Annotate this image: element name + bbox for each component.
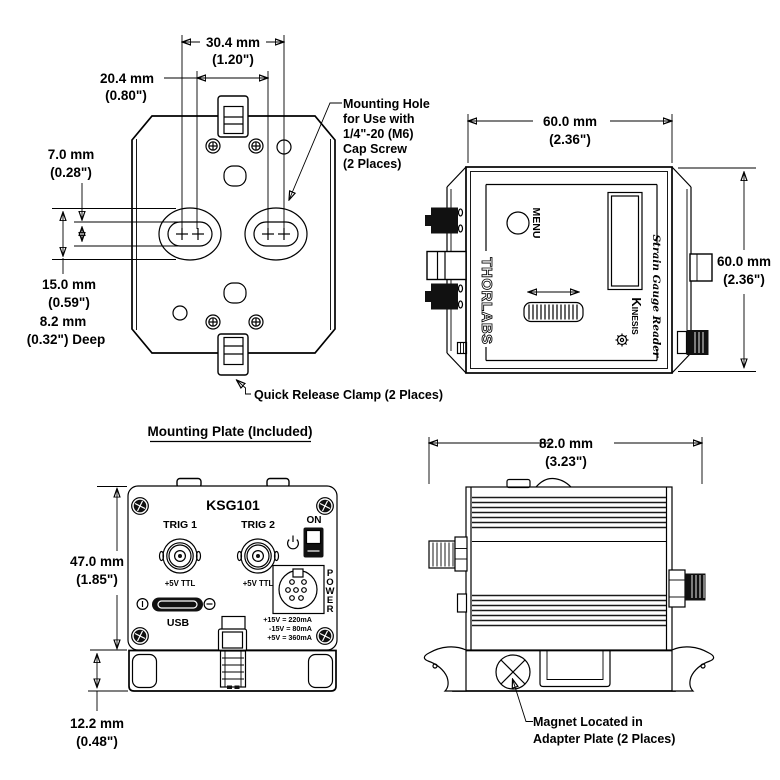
dim-label: (0.48") [76,734,118,749]
dim-label: (0.32") Deep [26,332,106,347]
sma-connector-icon [425,208,463,234]
usb-label: USB [166,617,190,629]
svg-text:+5V = 360mA: +5V = 360mA [267,633,312,642]
side-tab [458,343,467,354]
dim-plate-height [70,654,128,749]
screw-icon [132,498,149,515]
side-adapter-plate [453,651,675,692]
side-tab [458,594,467,612]
model-label: KSG101 [206,497,260,513]
quick-release-wing-left [424,647,466,691]
screw-icon [132,628,149,645]
menu-label: MENU [530,207,542,239]
svg-text:+15V = 220mA: +15V = 220mA [263,615,312,624]
trig1-label: TRIG 1 [163,519,197,531]
on-label: ON [306,515,322,526]
note-line: Mounting Hole [343,97,430,111]
dim-overall-width [429,436,702,484]
dim-label: 12.2 mm [69,716,125,731]
svg-text:P: P [326,568,334,579]
power-ratings [263,615,312,642]
connector-block [427,252,466,280]
quick-release-wing-right [672,647,714,691]
front-clamp [219,617,247,652]
note-line: for Use with [343,112,415,126]
dim-label: 8.2 mm [39,314,87,329]
dim-top-width [468,114,672,163]
connector-block [690,254,712,281]
svg-text:-15V = 80mA: -15V = 80mA [269,624,312,633]
dim-label: 7.0 mm [47,147,95,162]
dim-label: (3.23") [545,454,587,469]
dim-label: (0.59") [48,295,90,310]
view-device-front [70,479,337,750]
dim-label: (0.28") [50,165,92,180]
magnet-marker [496,655,530,689]
note-line: (2 Places) [343,157,402,171]
view-device-top [425,114,771,373]
dim-label: 47.0 mm [69,554,125,569]
power-label [326,568,335,615]
dim-label: (1.20") [212,52,254,67]
svg-text:O: O [326,577,334,588]
note-line: 1/4"-20 (M6) [343,127,414,141]
trig2-label: TRIG 2 [241,519,275,531]
dim-label: (2.36") [723,272,765,287]
caption-mounting-plate [148,424,313,442]
note-line: Quick Release Clamp (2 Places) [254,388,443,402]
device-top-outline [466,167,672,373]
view-plate-top [27,35,443,442]
product-line-label: Strain Gauge Reader [650,234,662,358]
note-line: Adapter Plate (2 Places) [533,732,676,746]
view-device-side [424,436,713,746]
svg-text:E: E [326,595,334,606]
quick-release-clamp-top [218,96,248,137]
caption-text: Mounting Plate (Included) [147,424,313,439]
dim-label: (2.36") [549,132,591,147]
dim-label: 60.0 mm [716,254,772,269]
dim-label: 30.4 mm [205,35,261,50]
ttl-label: +5V TTL [242,579,274,588]
sma-connector-icon [429,537,467,571]
dim-label: 82.0 mm [538,436,594,451]
dim-label: 15.0 mm [41,277,97,292]
screw-icon [317,628,334,645]
thorlabs-logo: THORLABS [478,257,495,345]
ttl-label: +5V TTL [164,579,196,588]
screw-icon [317,498,334,515]
sma-connector-icon [678,330,709,355]
dim-label: (0.80") [105,88,147,103]
kinesis-logo: KINESIS [629,297,644,335]
plate-outline [132,116,335,353]
note-quick-release [237,380,443,402]
dim-label: 60.0 mm [542,114,598,129]
power-switch [304,528,324,558]
note-line: Cap Screw [343,142,407,156]
dim-label: (1.85") [76,572,118,587]
note-line: Magnet Located in [533,715,643,729]
svg-text:W: W [325,586,335,597]
sma-connector-icon [669,570,706,607]
sma-connector-icon [425,284,463,310]
quick-release-clamp-bottom [218,334,248,375]
front-clamp-lower [221,651,246,689]
dim-label: 20.4 mm [99,71,155,86]
dim-panel-height [70,487,127,651]
svg-text:R: R [326,604,334,615]
